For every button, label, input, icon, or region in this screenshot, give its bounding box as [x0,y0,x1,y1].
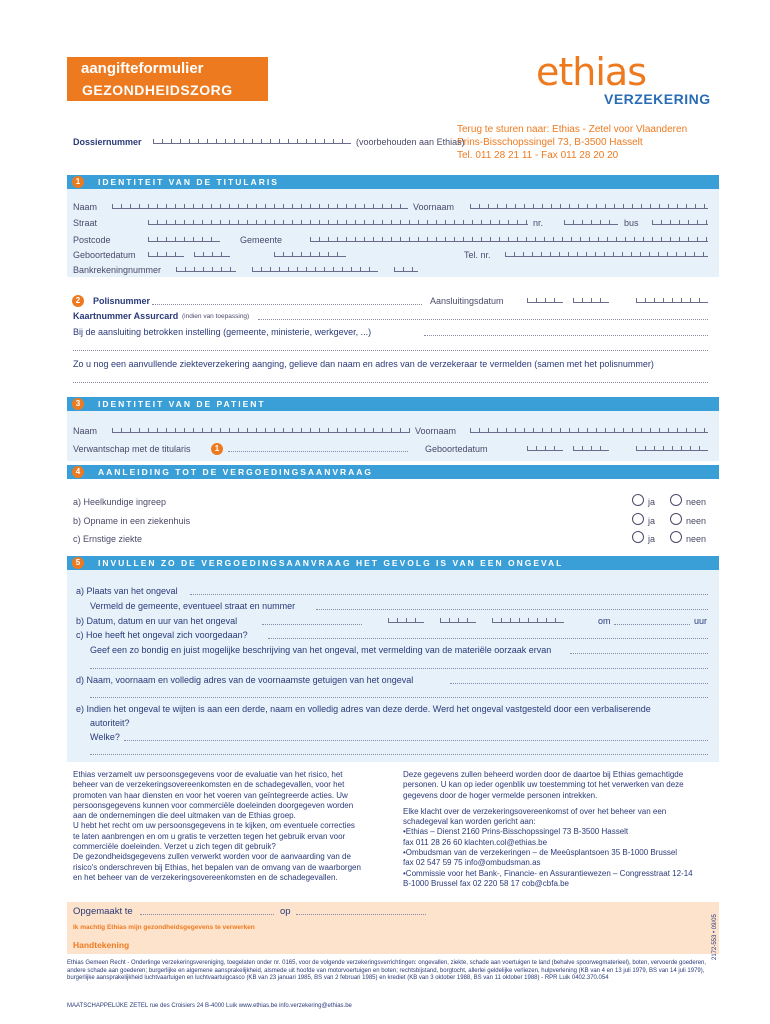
aansluitingsdatum-label: Aansluitingsdatum [430,296,504,306]
section1-number: 1 [72,176,84,188]
patient-birth-year[interactable] [636,445,708,451]
bus-label: bus [624,218,639,228]
instelling-field-2[interactable] [73,343,708,351]
instelling-field[interactable] [424,328,708,336]
section5-title: INVULLEN ZO DE VERGOEDINGSAANVRAAG HET GEVOLG IS VAN EEN ONGEVAL [98,558,564,568]
logo-subtitle: VERZEKERING [604,91,711,107]
op-label: op [280,906,291,917]
birth-day-field[interactable] [148,251,184,257]
s5-c-field[interactable] [268,631,708,639]
bank-label: Bankrekeningnummer [73,265,162,275]
birth-year-field[interactable] [274,251,346,257]
s5-c-field-2[interactable] [90,661,708,669]
bank-field-3[interactable] [394,266,418,272]
s5-b-day[interactable] [388,617,424,623]
verwantschap-label: Verwantschap met de titularis [73,444,191,454]
form-title-line2: GEZONDHEIDSZORG [70,80,265,100]
aansl-day-field[interactable] [527,297,563,303]
s5-e-field-2[interactable] [90,747,708,755]
patient-birth-month[interactable] [573,445,609,451]
s5-e-label-3: Welke? [90,732,120,742]
section3-title: IDENTITEIT VAN DE PATIENT [98,399,266,409]
patient-naam-field[interactable] [112,427,410,433]
item-b-neen: neen [686,516,707,526]
s5-a-label: a) Plaats van het ongeval [76,586,178,596]
telnr-label: Tel. nr. [464,250,491,260]
item-c-neen: neen [686,534,707,544]
patient-birth-day[interactable] [527,445,563,451]
straat-field[interactable] [148,219,528,225]
item-a-neen: neen [686,497,707,507]
geboortedatum-label: Geboortedatum [73,250,136,260]
assurcard-note: (indien van toepassing) [182,313,250,320]
section5-number: 5 [72,557,84,569]
return-address: Terug te sturen naar: Ethias - Zetel voor Vlaanderen Prins-Bisschopssingel 73, B-3500 Hasselt Tel. 011 28 21 11 - Fax 011 28 20 20 [457,124,688,161]
address-footer: MAATSCHAPPELIJKE ZETEL rue des Croisiers 24 B-4000 Luik www.ethias.be info.verzekering@ethias.be [67,1003,352,1009]
item-a-label: a) Heelkundige ingreep [73,497,167,507]
item-a-ja: ja [648,497,656,507]
section4-number: 4 [72,466,84,478]
nr-label: nr. [533,218,544,228]
s5-e-label: e) Indien het ongeval te wijten is aan een derde, naam en volledig adres van deze derde. Werd het ongeval vastgesteld door een verbaliserende [76,704,651,714]
polis-field[interactable] [152,297,422,305]
aanvullend-field[interactable] [73,375,708,383]
gemeente-field[interactable] [310,236,708,242]
gemeente-label: Gemeente [240,235,283,245]
item-b-ja: ja [648,516,656,526]
op-field[interactable] [296,907,426,915]
dossier-field[interactable] [153,138,351,144]
s5-a-sub-field[interactable] [316,602,708,610]
patient-geboortedatum-label: Geboortedatum [425,444,488,454]
voornaam-label: Voornaam [413,202,455,212]
ethias-logo: ethias [536,50,647,94]
bank-field-1[interactable] [176,266,236,272]
handtekening-label: Handtekening [73,940,130,950]
item-b-neen-radio[interactable] [670,513,682,525]
telnr-field[interactable] [505,251,708,257]
s5-a-sub: Vermeld de gemeente, eventueel straat en nummer [90,601,296,611]
item-c-ja-radio[interactable] [632,531,644,543]
s5-b-year[interactable] [492,617,564,623]
bus-field[interactable] [652,219,708,225]
dossier-label: Dossiernummer [73,137,142,147]
s5-a-field[interactable] [190,587,708,595]
aanvullend-label: Zo u nog een aanvullende ziekteverzekering aanging, gelieve dan naam en adres van de verzekeraar te vermelden (samen met het polisnummer) [73,359,654,369]
s5-c-label: c) Hoe heeft het ongeval zich voorgedaan? [76,630,248,640]
straat-label: Straat [73,218,98,228]
s5-b-month[interactable] [440,617,476,623]
item-a-ja-radio[interactable] [632,494,644,506]
assurcard-field[interactable] [258,312,708,320]
s5-d-field-2[interactable] [90,690,708,698]
privacy-right: Deze gegevens zullen beheerd worden door de daartoe bij Ethias gemachtigde personen. U kan op ieder ogenblik uw toestemming tot het verwerken van deze gegevens door de hoger vermelde personen intrekken. Elke klacht over de verzekeringsovereenkomst of over het beheer van een schadegeval kan worden gericht aan: •Ethias – Dienst 2160 Prins-Bisschopssingel 73 B-3500 Hasselt fax 011 28 26 60 klachten.col@ethias.be •Ombudsman van de verzekeringen – de Meeûsplantsoen 35 B-1000 Brussel fax 02 547 59 75 info@ombudsman.as •Commissie voor het Bank-, Financie- en Assurantiewezen – Congresstraat 12-14 B-1000 Brussel fax 02 220 58 17 cob@cbfa.be [403,770,693,888]
voornaam-field[interactable] [470,203,708,209]
polis-label: Polisnummer [93,296,151,306]
naam-field[interactable] [112,203,408,209]
verwantschap-ref: 1 [211,443,223,455]
section4-title: AANLEIDING TOT DE VERGOEDINGSAANVRAAG [98,467,374,477]
section3-number: 3 [72,398,84,410]
dossier-note: (voorbehouden aan Ethias) [356,137,465,147]
instelling-label: Bij de aansluiting betrokken instelling (gemeente, ministerie, werkgever, ...) [73,327,372,337]
item-c-ja: ja [648,534,656,544]
s5-d-field[interactable] [450,676,708,684]
item-b-label: b) Opname in een ziekenhuis [73,516,191,526]
nr-field[interactable] [564,219,618,225]
birth-month-field[interactable] [194,251,230,257]
opgemaakt-label: Opgemaakt te [73,906,133,917]
opgemaakt-field[interactable] [140,907,274,915]
patient-voornaam-label: Voornaam [415,426,457,436]
assurcard-label: Kaartnummer Assurcard [73,311,179,321]
aansl-year-field[interactable] [636,297,708,303]
naam-label: Naam [73,202,98,212]
section2-number: 2 [72,295,84,307]
s5-b-uur: uur [694,616,708,626]
item-b-ja-radio[interactable] [632,513,644,525]
item-c-label: c) Ernstige ziekte [73,534,143,544]
bank-field-2[interactable] [252,266,378,272]
s5-d-label: d) Naam, voornaam en volledig adres van de voornaamste getuigen van het ongeval [76,675,414,685]
s5-b-label: b) Datum, datum en uur van het ongeval [76,616,238,626]
s5-b-time[interactable] [614,617,690,625]
form-code: 2172-553 • 09/05 [712,914,718,960]
privacy-left: Ethias verzamelt uw persoonsgegevens voor de evaluatie van het risico, het beheer van de verzekeringsovereenkomsten en de schadegevallen, voor het promoten van haar diensten en voor het voeren van geïntegreerde acties. Uw persoonsgegevens kunnen voor commerciële doeleinden doorgegeven worden aan de ondernemingen die deel uitmaken van de Ethias groep. U hebt het recht om uw persoonsgegevens in te kijken, om eventuele correcties te laten aanbrengen en om u gratis te verzetten tegen het gebruik ervan voor commerciële doeleinden. Verzet u zich tegen dit gebruik? De gezondheidsgegevens zullen verwerkt worden voor de aanvaarding van de risico's onderschreven bij Ethias, het bepalen van de omvang van de waarborgen en het beheer van de verzekeringsovereenkomsten en de schadegevallen. [73,770,361,882]
s5-b-om: om [598,616,611,626]
consent-text: Ik machtig Ethias mijn gezondheidsgegevens te verwerken [73,924,255,931]
form-title-line1: aangifteformulier [81,60,204,77]
postcode-label: Postcode [73,235,111,245]
verwantschap-field[interactable] [228,444,408,452]
patient-naam-label: Naam [73,426,98,436]
legal-footer: Ethias Gemeen Recht - Onderlinge verzekeringsvereniging, toegelaten onder nr. 0165, voor de volgende verzekeringsverrichtingen: ongevallen, ziekte, schade aan voertuigen te land (behalve spoorwegmaterieel), boten, vervoerde goederen, andere schade aan goederen; burgerlijke en algemene aansprakelijkheid, alsmede uit hoofde van motorvoertuigen en boten; rechtsbijstand, borgtocht, allerlei geldelijke verliezen, hulpverlening (KB van 4 en 13 juli 1979, BS van 14 juli 1979), burgerlijke aansprakelijkheid luchtvaartuigen en luchtvaartuigcasco (KB van 23 januari 1985, BS van 2 februari 1985) en krediet (KB van 3 oktober 1988, BS van 11 oktober 1988) - RPR Luik 0402.370.054 [67,960,707,981]
s5-e-field[interactable] [124,733,708,741]
patient-voornaam-field[interactable] [470,427,708,433]
s5-c-sub: Geef een zo bondig en juist mogelijke beschrijving van het ongeval, met vermelding van de materiële oorzaak ervan [90,645,552,655]
postcode-field[interactable] [148,236,220,242]
aansl-month-field[interactable] [573,297,609,303]
item-c-neen-radio[interactable] [670,531,682,543]
s5-e-label-2: autoriteit? [90,718,130,728]
s5-c-sub-field[interactable] [570,646,708,654]
item-a-neen-radio[interactable] [670,494,682,506]
section1-title: IDENTITEIT VAN DE TITULARIS [98,177,279,187]
s5-b-field[interactable] [262,617,362,625]
